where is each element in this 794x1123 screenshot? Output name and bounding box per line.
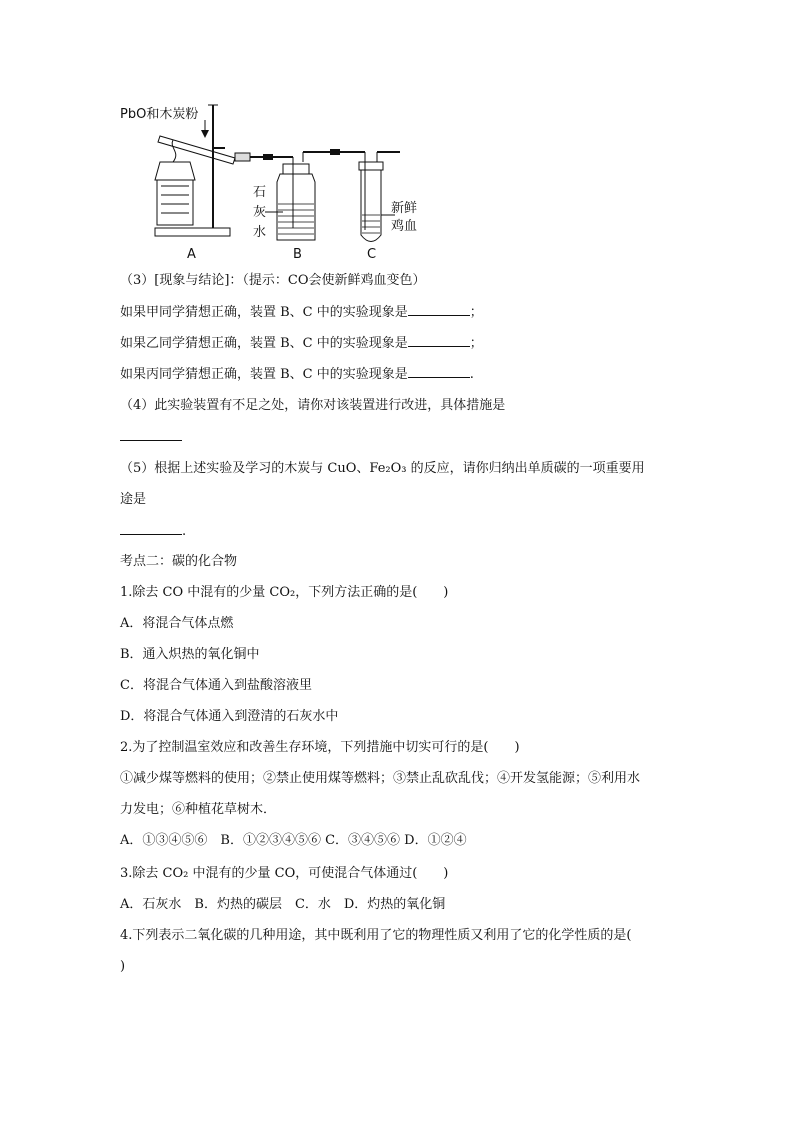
answer-blank-2[interactable]: [408, 334, 470, 347]
mcq-2-measures-cont: 力发电；⑥种植花草树木．: [120, 802, 277, 817]
label-b-1: 石: [253, 185, 267, 200]
case-2-text: 如果乙同学猜想正确，装置 B、C 中的实验现象是: [120, 336, 408, 351]
mcq-3-stem: 3.除去 CO₂ 中混有的少量 CO，可使混合气体通过( ): [120, 866, 449, 881]
label-b-2: 灰: [253, 205, 267, 220]
case-3-text: 如果丙同学猜想正确，装置 B、C 中的实验现象是: [120, 367, 408, 382]
answer-blank-1[interactable]: [408, 303, 470, 316]
label-c: C: [367, 247, 377, 262]
mcq-1-stem: 1.除去 CO 中混有的少量 CO₂，下列方法正确的是( ): [120, 585, 449, 600]
mcq-2-measures: ①减少煤等燃料的使用；②禁止使用煤等燃料；③禁止乱砍乱伐；④开发氢能源；⑤利用水: [120, 771, 641, 786]
mcq-4-stem-cont: ): [120, 959, 126, 974]
mcq-2-options: A．①③④⑤⑥ B．①②③④⑤⑥ C．③④⑤⑥ D．①②④: [120, 833, 467, 848]
label-c-1: 新鲜: [391, 201, 418, 216]
question-5-cont: 途是: [120, 492, 147, 507]
case-1-text: 如果甲同学猜想正确，装置 B、C 中的实验现象是: [120, 305, 408, 320]
question-3-case-1: [120, 303, 483, 322]
question-5: （5）根据上述实验及学习的木炭与 CuO、Fe₂O₃ 的反应，请你归纳出单质碳的一项重要用: [120, 461, 645, 476]
mcq-3-options: A．石灰水 B．灼热的碳层 C．水 D．灼热的氧化铜: [120, 897, 446, 912]
label-a: A: [187, 247, 196, 262]
mcq-2-stem: 2.为了控制温室效应和改善生存环境，下列措施中切实可行的是( ): [120, 740, 520, 755]
mcq-1-option-a: A．将混合气体点燃: [120, 616, 234, 631]
section-heading: 考点二：碳的化合物: [120, 554, 238, 569]
mcq-1-option-c: C．将混合气体通入到盐酸溶液里: [120, 678, 312, 693]
answer-blank-3[interactable]: [408, 365, 470, 378]
question-4-answer: [120, 428, 182, 447]
mcq-4-stem: 4.下列表示二氧化碳的几种用途，其中既利用了它的物理性质又利用了它的化学性质的是(: [120, 928, 632, 943]
case-1-end: ；: [469, 305, 483, 320]
case-2-end: ；: [469, 336, 483, 351]
label-b-3: 水: [253, 225, 267, 240]
question-3-case-2: [120, 334, 483, 353]
answer-5-end: .: [182, 524, 187, 539]
mcq-1-option-b: B．通入炽热的氧化铜中: [120, 647, 260, 662]
case-3-end: .: [469, 367, 474, 382]
mcq-1-option-d: D．将混合气体通入到澄清的石灰水中: [120, 709, 339, 724]
answer-blank-4[interactable]: [120, 428, 182, 441]
question-3-heading: （3）[现象与结论]：（提示：CO会使新鲜鸡血变色）: [120, 273, 426, 288]
label-pbo-charcoal: PbO和木炭粉: [120, 107, 199, 122]
apparatus-figure: [115, 100, 445, 265]
label-c-2: 鸡血: [391, 219, 418, 234]
answer-blank-5[interactable]: [120, 522, 182, 535]
question-4: （4）此实验装置有不足之处，请你对该装置进行改进，具体措施是: [120, 398, 506, 413]
question-5-answer: [120, 522, 186, 541]
label-b: B: [293, 247, 302, 262]
question-3-case-3: [120, 365, 474, 384]
